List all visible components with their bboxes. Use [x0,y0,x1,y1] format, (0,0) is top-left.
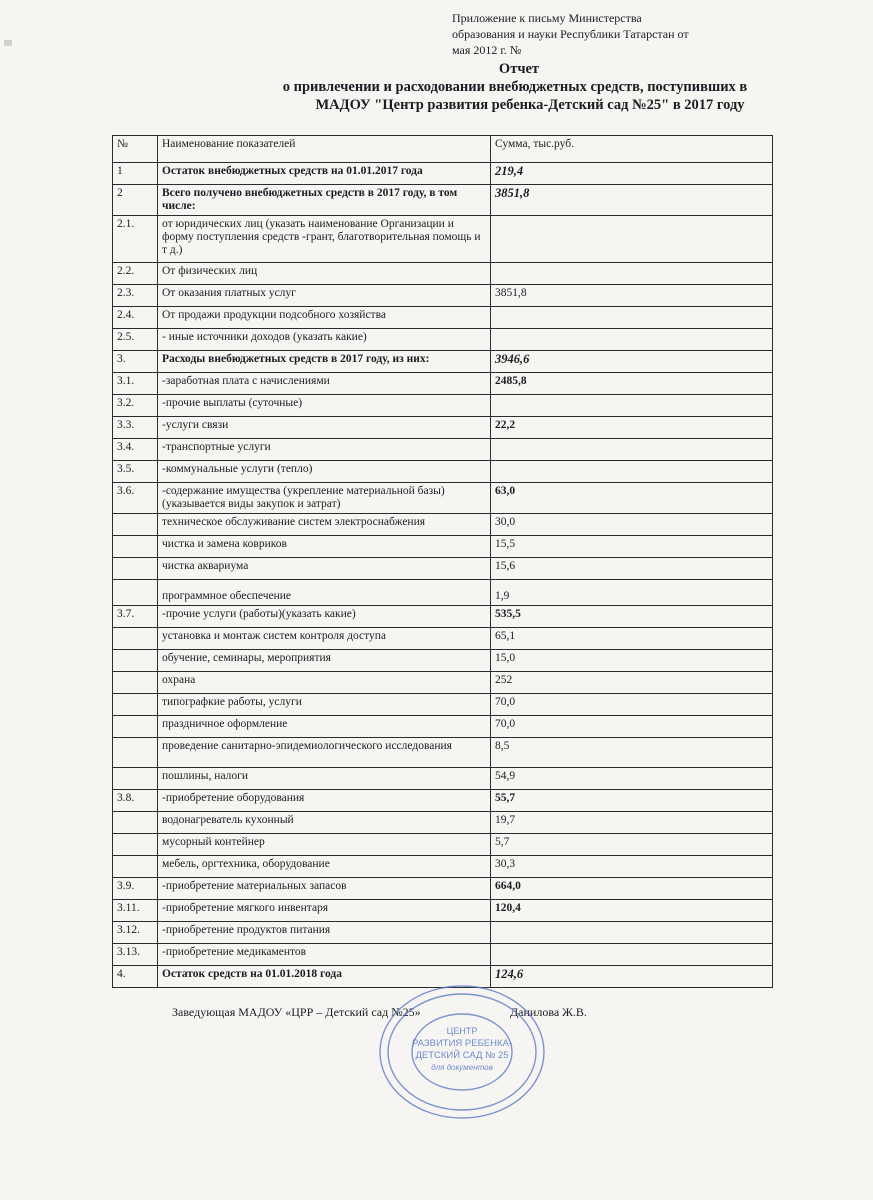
row-value: 15,5 [491,536,773,558]
head-person-name: Данилова Ж.В. [510,1005,587,1019]
header-note-line-3: мая 2012 г. № [452,43,522,57]
table-row [113,558,773,580]
row-value: 664,0 [491,878,773,900]
row-value: 3851,8 [491,185,773,216]
header-number: № [113,136,158,163]
table-row [113,163,773,185]
table-row [113,216,773,263]
table-row [113,834,773,856]
row-value: 30,0 [491,514,773,536]
table-row [113,606,773,628]
table-row [113,812,773,834]
row-name: Остаток внебюджетных средств на 01.01.2017 года [158,163,491,185]
row-value [491,439,773,461]
table-row [113,900,773,922]
row-value: 70,0 [491,716,773,738]
table-row [113,856,773,878]
row-number: 3.12. [113,922,158,944]
row-name: Остаток средств на 01.01.2018 года [158,966,491,988]
row-number [113,580,158,606]
row-value: 2485,8 [491,373,773,395]
row-name: - иные источники доходов (указать какие) [158,329,491,351]
row-number [113,628,158,650]
row-number: 2.2. [113,263,158,285]
row-value [491,395,773,417]
table-row [113,351,773,373]
row-number: 3.13. [113,944,158,966]
row-value: 120,4 [491,900,773,922]
table-row [113,373,773,395]
row-number [113,738,158,768]
row-number: 2.4. [113,307,158,329]
row-number: 3.3. [113,417,158,439]
table-row [113,790,773,812]
row-value: 1,9 [491,580,773,606]
row-name: Расходы внебюджетных средств в 2017 году, из них: [158,351,491,373]
row-value: 535,5 [491,606,773,628]
paper-mark [4,40,12,46]
table-row [113,395,773,417]
row-number: 3. [113,351,158,373]
row-value [491,461,773,483]
row-value [491,329,773,351]
row-name: установка и монтаж систем контроля доступа [158,628,491,650]
table-row [113,738,773,768]
row-value: 252 [491,672,773,694]
row-number [113,716,158,738]
row-value: 65,1 [491,628,773,650]
table-row [113,944,773,966]
header-name: Наименование показателей [158,136,491,163]
row-name: -заработная плата с начислениями [158,373,491,395]
row-name: Всего получено внебюджетных средств в 2017 году, в том числе: [158,185,491,216]
table-row [113,417,773,439]
row-number: 2 [113,185,158,216]
row-name: -приобретение материальных запасов [158,878,491,900]
row-name: -приобретение медикаментов [158,944,491,966]
row-number [113,672,158,694]
row-number [113,694,158,716]
row-value: 55,7 [491,790,773,812]
table-row [113,461,773,483]
report-table [112,135,773,988]
table-row [113,439,773,461]
title-line-3: МАДОУ "Центр развития ребенка-Детский сад №25" в 2017 году [315,97,745,113]
row-name: обучение, семинары, мероприятия [158,650,491,672]
row-value [491,944,773,966]
row-name: техническое обслуживание систем электроснабжения [158,514,491,536]
row-name: типографкие работы, услуги [158,694,491,716]
row-number [113,514,158,536]
table-row [113,922,773,944]
table-row [113,285,773,307]
row-number: 2.5. [113,329,158,351]
table-row [113,307,773,329]
seal-text-line-1: ЦЕНТР [446,1026,478,1036]
row-number [113,650,158,672]
row-number: 1 [113,163,158,185]
row-number: 3.11. [113,900,158,922]
table-row [113,580,773,606]
row-value [491,922,773,944]
table-row [113,878,773,900]
table-row [113,483,773,514]
table-row [113,716,773,738]
row-number [113,834,158,856]
row-name: -приобретение продуктов питания [158,922,491,944]
row-number [113,856,158,878]
table-row [113,628,773,650]
seal-text-line-4: для документов [431,1063,493,1072]
head-position-label: Заведующая МАДОУ «ЦРР – Детский сад №25» [172,1005,421,1019]
row-number [113,558,158,580]
header-note-line-2: образования и науки Республики Татарстан от [452,27,689,41]
row-value: 3851,8 [491,285,773,307]
row-number: 4. [113,966,158,988]
row-name: От оказания платных услуг [158,285,491,307]
header-sum: Сумма, тыс.руб. [491,136,773,163]
row-number: 3.8. [113,790,158,812]
row-name: чистка и замена ковриков [158,536,491,558]
table-row [113,263,773,285]
row-value [491,307,773,329]
row-name: От продажи продукции подсобного хозяйства [158,307,491,329]
row-name: пошлины, налоги [158,768,491,790]
row-value: 54,9 [491,768,773,790]
title-line-2: о привлечении и расходовании внебюджетных средств, поступивших в [282,79,748,95]
row-name: охрана [158,672,491,694]
row-name: -прочие выплаты (суточные) [158,395,491,417]
row-number [113,768,158,790]
document-title [250,60,780,114]
row-value: 8,5 [491,738,773,768]
header-note-line-1: Приложение к письму Министерства [452,11,642,25]
table-row [113,650,773,672]
row-number: 3.2. [113,395,158,417]
row-number: 3.7. [113,606,158,628]
row-value: 63,0 [491,483,773,514]
row-name: -приобретение оборудования [158,790,491,812]
row-number: 3.4. [113,439,158,461]
row-value: 124,6 [491,966,773,988]
row-number: 3.9. [113,878,158,900]
row-value: 5,7 [491,834,773,856]
row-name: -приобретение мягкого инвентаря [158,900,491,922]
row-value: 19,7 [491,812,773,834]
row-value: 30,3 [491,856,773,878]
table-row [113,329,773,351]
row-name: чистка аквариума [158,558,491,580]
row-name: -услуги связи [158,417,491,439]
table-row [113,536,773,558]
table-row [113,694,773,716]
row-value [491,263,773,285]
table-row [113,514,773,536]
row-number: 2.1. [113,216,158,263]
row-name: водонагреватель кухонный [158,812,491,834]
table-row [113,185,773,216]
table-row [113,672,773,694]
row-value: 70,0 [491,694,773,716]
row-number [113,536,158,558]
header-note [452,10,752,58]
row-name: -коммунальные услуги (тепло) [158,461,491,483]
row-name: программное обеспечение [158,580,491,606]
title-line-1: Отчет [498,61,540,77]
row-name: мебель, оргтехника, оборудование [158,856,491,878]
row-value: 22,2 [491,417,773,439]
row-number: 3.6. [113,483,158,514]
row-number [113,812,158,834]
row-number: 3.1. [113,373,158,395]
row-name: праздничное оформление [158,716,491,738]
table-row [113,768,773,790]
row-name: -прочие услуги (работы)(указать какие) [158,606,491,628]
row-value: 219,4 [491,163,773,185]
row-name: мусорный контейнер [158,834,491,856]
row-value [491,216,773,263]
row-number: 3.5. [113,461,158,483]
row-value: 15,6 [491,558,773,580]
table-header-row [113,136,773,163]
row-value: 15,0 [491,650,773,672]
row-name: -транспортные услуги [158,439,491,461]
official-seal [376,982,548,1122]
seal-text-line-2: РАЗВИТИЯ РЕБЕНКА- [411,1038,513,1049]
row-name: проведение санитарно-эпидемиологического исследования [158,738,491,768]
row-name: -содержание имущества (укрепление материальной базы) (указывается виды закупок и затрат) [158,483,491,514]
seal-text-line-3: ДЕТСКИЙ САД № 25 [415,1050,509,1061]
row-number: 2.3. [113,285,158,307]
row-name: От физических лиц [158,263,491,285]
row-value: 3946,6 [491,351,773,373]
row-name: от юридических лиц (указать наименование Организации и форму поступления средств -грант, благотворительная помощь и т д.) [158,216,491,263]
